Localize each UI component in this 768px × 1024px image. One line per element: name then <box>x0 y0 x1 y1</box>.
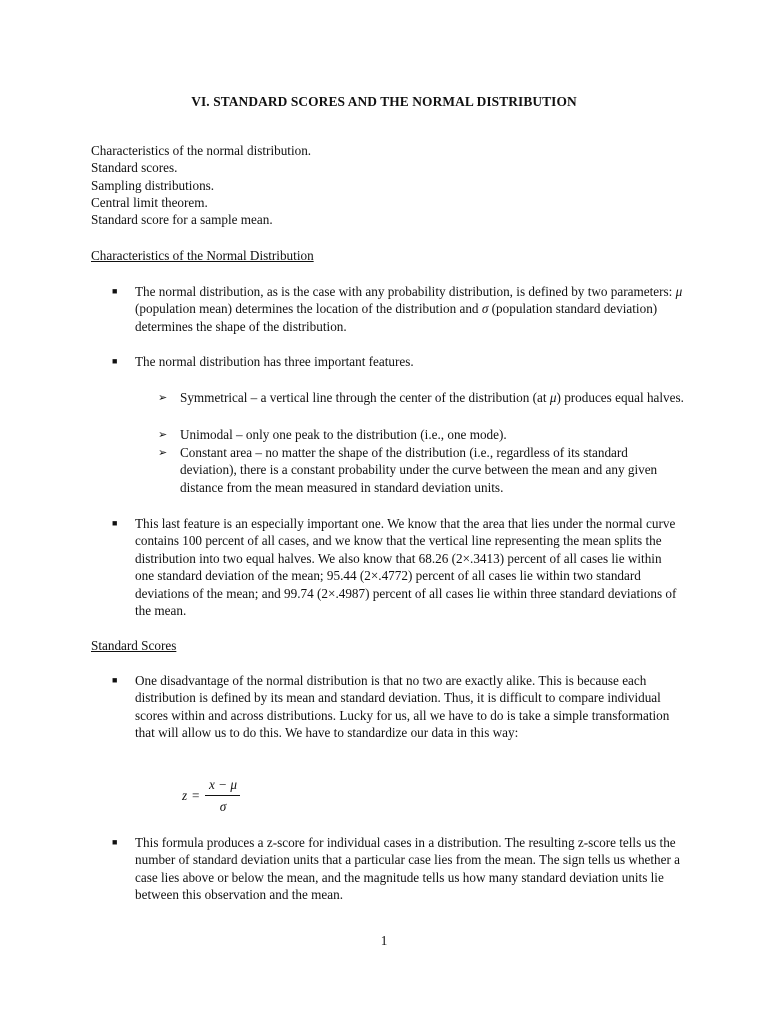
formula-denominator: σ <box>219 799 227 814</box>
formula-z: z <box>182 788 188 803</box>
formula-fraction-line <box>205 795 240 796</box>
topic-item: Standard scores. <box>91 160 178 176</box>
bullet-text: This formula produces a z-score for individual cases in a distribution. The resulting z-score tells us the number of standard deviation units that a particular case lies from the mean. The sign tells us whether a case lies above or below the mean, and the magnitude tells us how many standard deviation units lie between this observation and the mean. <box>135 835 681 903</box>
square-bullet-icon: ■ <box>112 518 118 528</box>
bullet-item <box>112 353 684 371</box>
feature-text: Constant area – no matter the shape of the distribution (i.e., regardless of its standard deviation), there is a constant probability under the curve between the mean and any given distance from the mean measured in standard deviation units. <box>180 445 658 495</box>
arrow-bullet-icon: ➢ <box>158 447 168 459</box>
bullet-text: The normal distribution has three important features. <box>135 354 414 369</box>
bullet-item <box>112 515 684 621</box>
topic-item: Characteristics of the normal distribution. <box>91 143 312 158</box>
topics-list <box>91 142 691 228</box>
bullet-item <box>112 672 684 762</box>
square-bullet-icon: ■ <box>112 356 118 366</box>
bullet-item <box>112 283 684 337</box>
formula-equals: = <box>192 788 200 803</box>
page-number: 1 <box>380 933 388 948</box>
formula-numerator: x − μ <box>209 777 237 792</box>
square-bullet-icon: ■ <box>112 286 118 296</box>
bullet-text: The normal distribution, as is the case with any probability distribution, is defined by two parameters: μ (population mean) determines the location of the distribution and σ (population standard deviation) determines the shape of the distribution. <box>135 284 683 334</box>
feature-item <box>158 444 686 498</box>
bullet-text: This last feature is an especially important one. We know that the area that lies under the normal curve contains 100 percent of all cases, and we know that the vertical line representing the mean splits the distribution into two equal halves. We also know that 68.26 (2×.3413) percent of all cases lie within one standard deviation of the mean; 95.44 (2×.4772) percent of all cases lie within two standard deviations of the mean; and 99.74 (2×.4987) percent of all cases lie within three standard deviations of the mean. <box>135 516 677 619</box>
feature-text: Symmetrical – a vertical line through the center of the distribution (at μ) produces equal halves. <box>180 390 684 405</box>
arrow-bullet-icon: ➢ <box>158 429 168 441</box>
bullet-text: One disadvantage of the normal distribution is that no two are exactly alike. This is because each distribution is defined by its mean and standard deviation. Thus, it is difficult to compare individual scores within and across distributions. Lucky for us, all we have to do is take a simple transformation that will allow us to do this. We have to standardize our data in this way: <box>135 673 670 741</box>
z-score-formula <box>180 778 260 818</box>
topic-item: Central limit theorem. <box>91 194 208 210</box>
bullet-item <box>112 834 684 906</box>
feature-item <box>158 426 686 444</box>
section-heading-normal-distribution: Characteristics of the Normal Distribution <box>91 248 314 263</box>
section-heading-standard-scores: Standard Scores <box>91 638 177 653</box>
page-title: VI. STANDARD SCORES AND THE NORMAL DISTRIBUTION <box>191 94 577 109</box>
feature-item <box>158 389 686 425</box>
square-bullet-icon: ■ <box>112 837 118 847</box>
feature-text: Unimodal – only one peak to the distribution (i.e., one mode). <box>180 427 507 442</box>
arrow-bullet-icon: ➢ <box>158 392 168 404</box>
topic-item: Sampling distributions. <box>91 177 215 193</box>
square-bullet-icon: ■ <box>112 675 118 685</box>
topic-item: Standard score for a sample mean. <box>91 212 273 228</box>
